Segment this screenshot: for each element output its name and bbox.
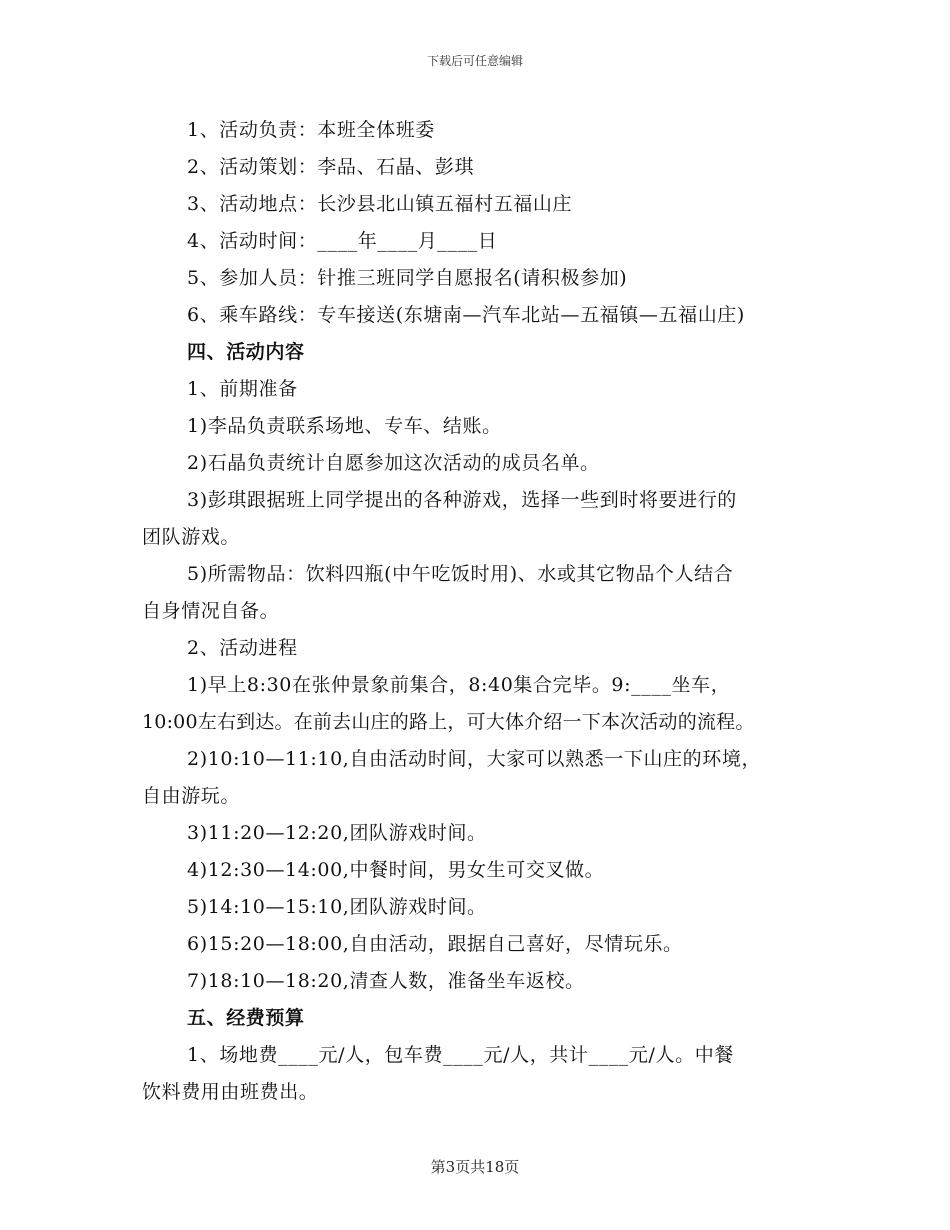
process-item-1-cont: 10:00左右到达。在前去山庄的路上，可大体介绍一下本次活动的流程。 xyxy=(142,711,755,733)
budget-item-1: 1、场地费____元/人，包车费____元/人，共计____元/人。中餐 xyxy=(187,1044,734,1066)
prep-item-1: 1)李品负责联系场地、专车、结账。 xyxy=(187,415,502,437)
item-participants: 5、参加人员：针推三班同学自愿报名(请积极参加) xyxy=(187,267,628,289)
subheading-preparation: 1、前期准备 xyxy=(187,378,298,400)
process-item-6: 6)15:20—18:00,自由活动，跟据自己喜好，尽情玩乐。 xyxy=(187,933,683,955)
prep-item-5-cont: 自身情况自备。 xyxy=(142,600,280,622)
process-item-1: 1)早上8:30在张仲景象前集合，8:40集合完毕。9:____坐车， xyxy=(187,674,731,696)
subheading-process: 2、活动进程 xyxy=(187,637,298,659)
process-item-7: 7)18:10—18:20,清查人数，准备坐车返校。 xyxy=(187,970,585,992)
process-item-2: 2)10:10—11:10,自由活动时间，大家可以熟悉一下山庄的环境， xyxy=(187,748,762,770)
item-location: 3、活动地点：长沙县北山镇五福村五福山庄 xyxy=(187,193,573,215)
page-header-note: 下载后可任意编辑 xyxy=(426,54,523,68)
process-item-2-cont: 自由游玩。 xyxy=(142,785,241,807)
page-number: 第3页共18页 xyxy=(430,1158,520,1176)
item-responsible: 1、活动负责：本班全体班委 xyxy=(187,119,435,141)
item-time: 4、活动时间：____年____月____日 xyxy=(187,230,498,252)
prep-item-3: 3)彭琪跟据班上同学提出的各种游戏，选择一些到时将要进行的 xyxy=(187,489,737,511)
item-route: 6、乘车路线：专车接送(东塘南—汽车北站—五福镇—五福山庄) xyxy=(187,304,745,326)
section-heading-content: 四、活动内容 xyxy=(187,341,305,363)
process-item-3: 3)11:20—12:20,团队游戏时间。 xyxy=(187,822,487,844)
process-item-5: 5)14:10—15:10,团队游戏时间。 xyxy=(187,896,487,918)
prep-item-3-cont: 团队游戏。 xyxy=(142,526,241,548)
prep-item-2: 2)石晶负责统计自愿参加这次活动的成员名单。 xyxy=(187,452,600,474)
budget-item-1-cont: 饮料费用由班费出。 xyxy=(142,1081,319,1103)
prep-item-5: 5)所需物品：饮料四瓶(中午吃饭时用)、水或其它物品个人结合 xyxy=(187,563,734,585)
item-planning: 2、活动策划：李品、石晶、彭琪 xyxy=(187,156,475,178)
section-heading-budget: 五、经费预算 xyxy=(187,1007,305,1029)
process-item-4: 4)12:30—14:00,中餐时间，男女生可交叉做。 xyxy=(187,859,605,881)
